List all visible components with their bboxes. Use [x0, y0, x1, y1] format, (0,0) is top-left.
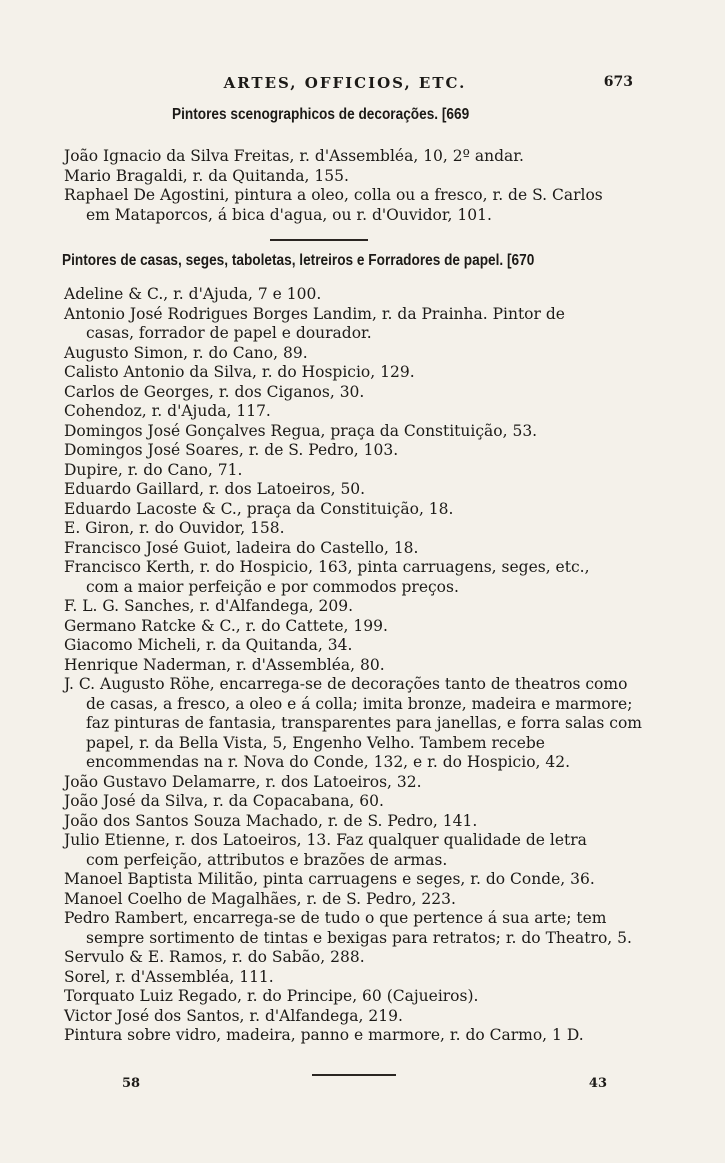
section-scenographic-list	[64, 147, 644, 225]
entry-continuation: de casas, a fresco, a oleo e á colla; imita bronze, madeira e marmore; faz pinturas de fantasia, transparentes para janellas, e forra salas com papel, r. da Bella Vista, 5, Engenho Velho. Tambem recebe encommendas na r. Nova do Conde, 132, e r. do Hospicio, 42.	[86, 694, 643, 771]
page-end-divider	[312, 1074, 396, 1076]
entry-line: Pedro Rambert, encarrega-se de tudo o que pertence á sua arte; tem	[64, 909, 607, 927]
entry-continuation: casas, forrador de papel e dourador.	[86, 324, 372, 342]
entry-line: Raphael De Agostini, pintura a oleo, colla ou a fresco, r. de S. Carlos	[64, 186, 603, 204]
list-item	[64, 987, 644, 1007]
entry-line: Mario Bragaldi, r. da Quitanda, 155.	[64, 166, 349, 185]
entry-line: Torquato Luiz Regado, r. do Principe, 60 (Cajueiros).	[64, 987, 479, 1005]
list-item	[64, 539, 644, 559]
entry-line: Giacomo Micheli, r. da Quitanda, 34.	[64, 636, 353, 654]
entry-line: João Ignacio da Silva Freitas, r. d'Assembléa, 10, 2º andar.	[64, 147, 524, 165]
entry-line: João Gustavo Delamarre, r. dos Latoeiros, 32.	[64, 772, 422, 791]
section-title-house-painters: Pintores de casas, seges, taboletas, letreiros e Forradores de papel. [670	[62, 252, 535, 269]
entry-line: Servulo & E. Ramos, r. do Sabão, 288.	[64, 948, 365, 966]
entry-line: Manoel Coelho de Magalhães, r. de S. Pedro, 223.	[64, 889, 456, 908]
entry-line: Sorel, r. d'Assembléa, 111.	[64, 967, 274, 986]
entry-line: Germano Ratcke & C., r. do Cattete, 199.	[64, 616, 388, 635]
entry-line: Francisco José Guiot, ladeira do Castello, 18.	[64, 538, 419, 557]
footer-number: 43	[588, 1076, 607, 1091]
section-divider	[270, 239, 368, 241]
list-item	[64, 441, 644, 461]
entry-line: Adeline & C., r. d'Ajuda, 7 e 100.	[64, 285, 322, 303]
entry-line: E. Giron, r. do Ouvidor, 158.	[64, 519, 285, 537]
list-item	[64, 831, 644, 870]
section-house-painters-list	[64, 285, 644, 1046]
entry-line: Eduardo Lacoste & C., praça da Constituição, 18.	[64, 499, 454, 518]
entry-line: Domingos José Soares, r. de S. Pedro, 103.	[64, 441, 399, 459]
entry-line: Domingos José Gonçalves Regua, praça da Constituição, 53.	[64, 421, 538, 440]
list-item	[64, 383, 644, 403]
entry-line: Victor José dos Santos, r. d'Alfandega, 219.	[64, 1006, 403, 1025]
entry-line: Carlos de Georges, r. dos Ciganos, 30.	[64, 382, 365, 401]
entry-line: João dos Santos Souza Machado, r. de S. Pedro, 141.	[64, 811, 478, 830]
list-item	[64, 597, 644, 617]
list-item	[64, 344, 644, 364]
list-item	[64, 167, 644, 187]
list-item	[64, 792, 644, 812]
entry-line: João José da Silva, r. da Copacabana, 60.	[64, 792, 384, 810]
list-item	[64, 617, 644, 637]
entry-line: J. C. Augusto Röhe, encarrega-se de decorações tanto de theatros como	[64, 675, 628, 693]
list-item	[64, 285, 644, 305]
list-item	[64, 675, 644, 773]
list-item	[64, 948, 644, 968]
entry-continuation: em Mataporcos, á bica d'agua, ou r. d'Ouvidor, 101.	[86, 205, 492, 224]
entry-line: Julio Etienne, r. dos Latoeiros, 13. Faz qualquer qualidade de letra	[64, 831, 587, 849]
entry-continuation: com a maior perfeição e por commodos preços.	[86, 577, 459, 596]
list-item	[64, 558, 644, 597]
entry-line: Francisco Kerth, r. do Hospicio, 163, pinta carruagens, seges, etc.,	[64, 558, 590, 576]
list-item	[64, 909, 644, 948]
page-number: 673	[603, 74, 633, 90]
list-item	[64, 812, 644, 832]
entry-line: F. L. G. Sanches, r. d'Alfandega, 209.	[64, 597, 353, 615]
list-item	[64, 773, 644, 793]
list-item	[64, 461, 644, 481]
signature-mark: 58	[122, 1076, 141, 1091]
list-item	[64, 186, 644, 225]
list-item	[64, 402, 644, 422]
entry-line: Cohendoz, r. d'Ajuda, 117.	[64, 402, 271, 420]
entry-line: Manoel Baptista Militão, pinta carruagens e seges, r. do Conde, 36.	[64, 870, 595, 888]
list-item	[64, 519, 644, 539]
entry-line: Augusto Simon, r. do Cano, 89.	[64, 343, 308, 362]
entry-line: Calisto Antonio da Silva, r. do Hospicio, 129.	[64, 363, 415, 381]
list-item	[64, 636, 644, 656]
entry-line: Dupire, r. do Cano, 71.	[64, 460, 243, 479]
entry-line: Eduardo Gaillard, r. dos Latoeiros, 50.	[64, 480, 366, 498]
list-item	[64, 870, 644, 890]
entry-continuation: sempre sortimento de tintas e bexigas para retratos; r. do Theatro, 5.	[86, 928, 632, 947]
list-item	[64, 1007, 644, 1027]
running-head: ARTES, OFFICIOS, ETC.	[223, 74, 467, 92]
list-item	[64, 305, 644, 344]
list-item	[64, 500, 644, 520]
list-item	[64, 968, 644, 988]
entry-line: Antonio José Rodrigues Borges Landim, r. da Prainha. Pintor de	[64, 304, 565, 323]
list-item	[64, 656, 644, 676]
section-title-scenographic: Pintores scenographicos de decorações. [669	[172, 106, 470, 123]
entry-line: Henrique Naderman, r. d'Assembléa, 80.	[64, 655, 385, 674]
list-item	[64, 890, 644, 910]
entry-line: Pintura sobre vidro, madeira, panno e marmore, r. do Carmo, 1 D.	[64, 1026, 584, 1044]
list-item	[64, 147, 644, 167]
list-item	[64, 1026, 644, 1046]
list-item	[64, 422, 644, 442]
list-item	[64, 480, 644, 500]
entry-continuation: com perfeição, attributos e brazões de armas.	[86, 850, 448, 869]
list-item	[64, 363, 644, 383]
